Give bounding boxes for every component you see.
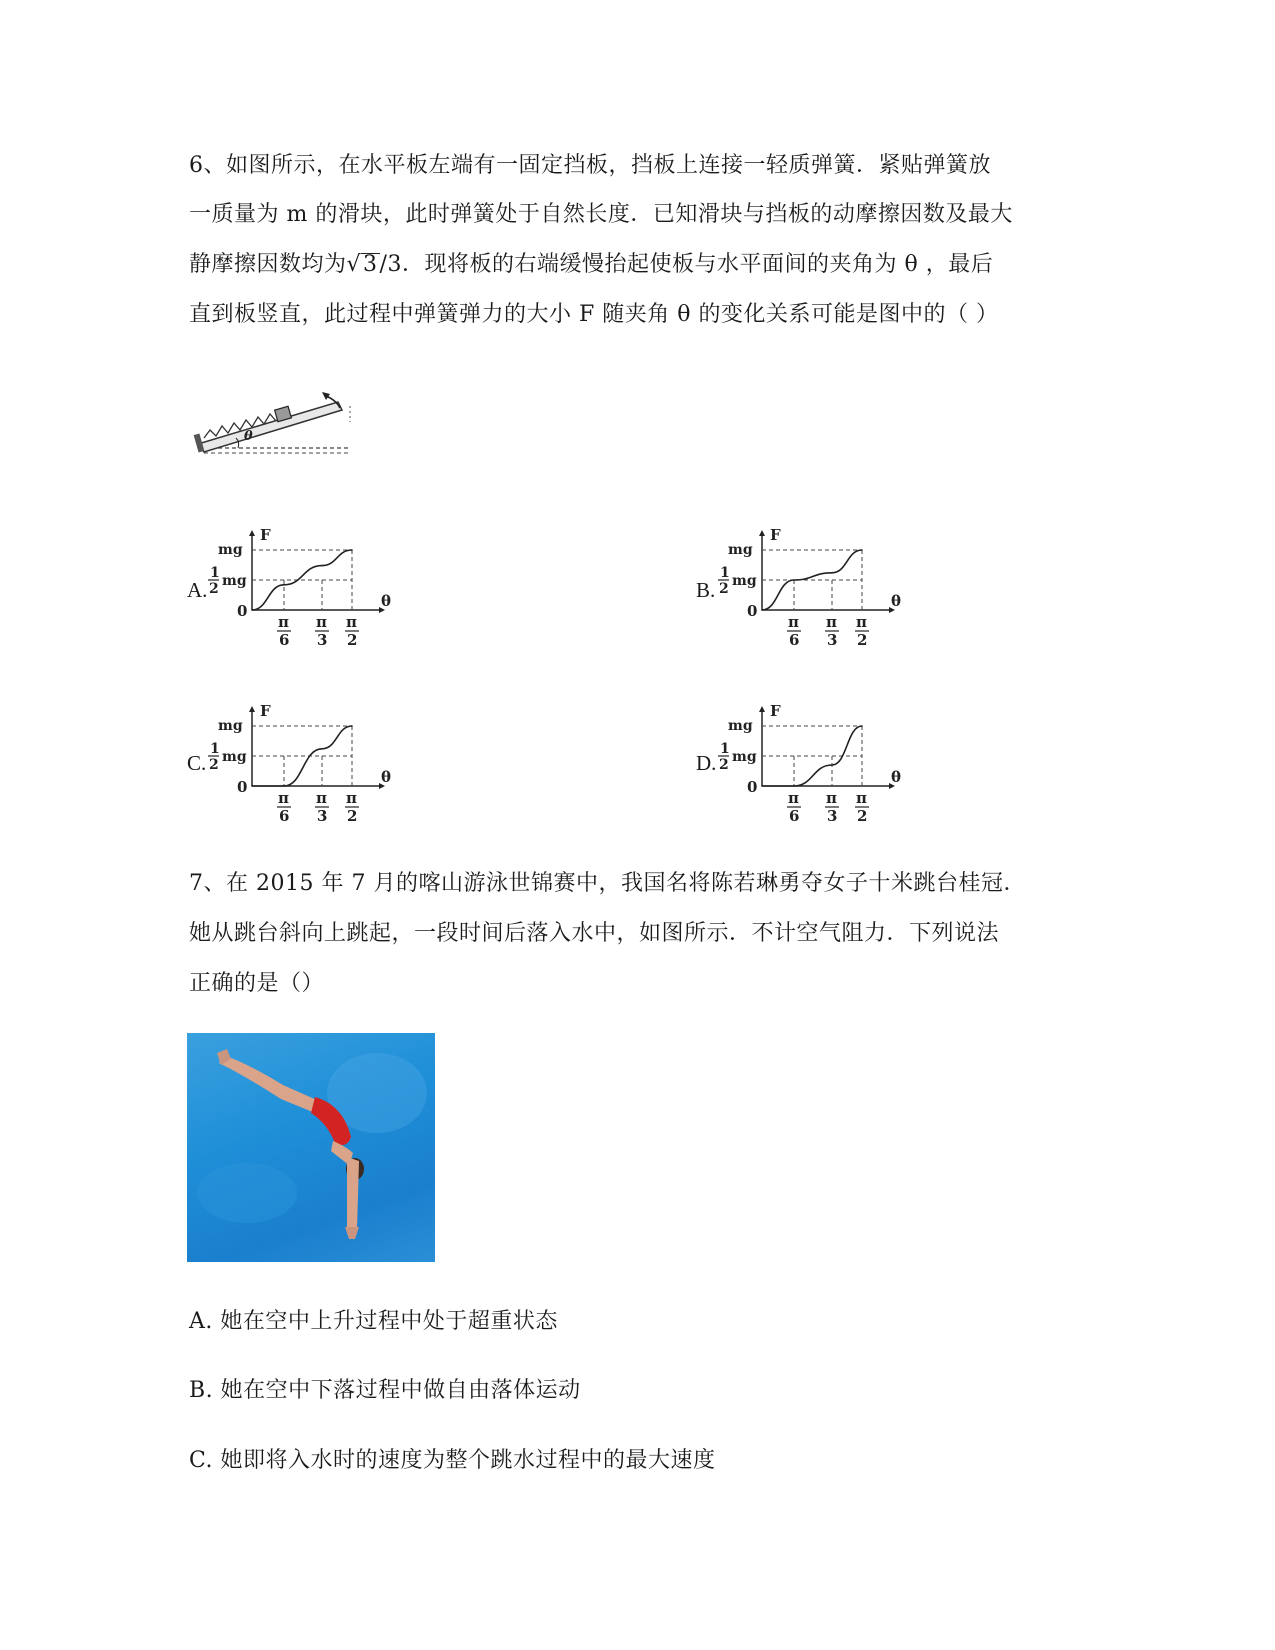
tick-label-pi: π xyxy=(788,613,799,631)
tick-label-pi: π xyxy=(856,789,867,807)
data-point xyxy=(861,725,863,727)
tick-label-pi: π xyxy=(346,613,357,631)
diver-legs xyxy=(219,1055,319,1113)
y-axis-label: F xyxy=(770,528,781,544)
q7-choice-b: B. 她在空中下落过程中做自由落体运动 xyxy=(189,1378,581,1403)
q7-choice-a: A. 她在空中上升过程中处于超重状态 xyxy=(189,1309,558,1334)
q7-choice-c: C. 她即将入水时的速度为整个跳水过程中的最大速度 xyxy=(189,1448,716,1473)
tick-label-half-den: 2 xyxy=(209,757,219,773)
y-axis-label: F xyxy=(260,704,271,720)
tick-label-denominator: 3 xyxy=(317,807,328,825)
tick-label-half-den: 2 xyxy=(719,581,729,597)
tick-label-pi: π xyxy=(826,789,837,807)
sqrt-symbol: √ xyxy=(346,252,362,277)
data-point xyxy=(251,609,253,611)
option-a-label: A. xyxy=(187,578,208,602)
diver-arms xyxy=(347,1157,359,1233)
graph-d xyxy=(717,704,912,834)
y-axis-label: F xyxy=(260,528,271,544)
sqrt-radicand: 3 xyxy=(363,252,378,277)
tick-label-denominator: 2 xyxy=(347,807,358,825)
tick-label-half-num: 1 xyxy=(210,565,220,581)
lift-arrow-head xyxy=(322,392,330,400)
tick-label-half-num: 1 xyxy=(720,741,730,757)
tick-label-pi: π xyxy=(278,613,289,631)
data-point xyxy=(283,584,285,586)
q6-line-1: 6、如图所示，在水平板左端有一固定挡板，挡板上连接一轻质弹簧．紧贴弹簧放 xyxy=(189,153,991,178)
x-axis-label: θ xyxy=(381,592,392,610)
water-texture xyxy=(197,1163,297,1223)
tick-label-half-mg: mg xyxy=(732,573,757,589)
tick-label-pi: π xyxy=(788,789,799,807)
data-point xyxy=(351,549,353,551)
y-axis-arrow-icon xyxy=(759,706,765,712)
data-point xyxy=(321,748,323,750)
tick-label-pi: π xyxy=(316,613,327,631)
data-point xyxy=(761,785,763,787)
data-point xyxy=(831,572,833,574)
data-point xyxy=(321,565,323,567)
q6-line-3-prefix: 静摩擦因数均为 xyxy=(189,252,347,277)
q6-line-2: 一质量为 m 的滑块，此时弹簧处于自然长度．已知滑块与挡板的动摩擦因数及最大 xyxy=(189,202,1013,227)
data-point xyxy=(283,785,285,787)
tick-label-denominator: 6 xyxy=(279,807,290,825)
incline-board xyxy=(198,402,342,452)
tick-label-half-num: 1 xyxy=(210,741,220,757)
data-point xyxy=(831,764,833,766)
sqrt-suffix: /3 xyxy=(379,252,402,277)
x-axis-label: θ xyxy=(891,592,902,610)
tick-label-half-den: 2 xyxy=(209,581,219,597)
tick-label-denominator: 2 xyxy=(857,631,868,649)
graph-c xyxy=(207,704,402,834)
tick-label-denominator: 6 xyxy=(789,631,800,649)
tick-label-pi: π xyxy=(316,789,327,807)
tick-label-pi: π xyxy=(826,613,837,631)
tick-label-pi: π xyxy=(278,789,289,807)
x-axis-label: θ xyxy=(891,768,902,786)
tick-label-denominator: 2 xyxy=(857,807,868,825)
q7-line-3: 正确的是（） xyxy=(189,971,325,996)
tick-label-mg: mg xyxy=(728,542,753,558)
tick-label-half-den: 2 xyxy=(719,757,729,773)
origin-label: 0 xyxy=(747,602,758,620)
diver-figure xyxy=(187,1033,435,1262)
origin-label: 0 xyxy=(237,778,248,796)
y-axis-arrow-icon xyxy=(759,530,765,536)
tick-label-denominator: 2 xyxy=(347,631,358,649)
option-b-label: B. xyxy=(696,578,716,602)
tick-label-denominator: 6 xyxy=(789,807,800,825)
tick-label-denominator: 6 xyxy=(279,631,290,649)
q6-line-3 xyxy=(189,250,993,280)
tick-label-half-num: 1 xyxy=(720,565,730,581)
q6-line-4: 直到板竖直，此过程中弹簧弹力的大小 F 随夹角 θ 的变化关系可能是图中的（ ） xyxy=(189,302,999,327)
origin-label: 0 xyxy=(237,602,248,620)
tick-label-mg: mg xyxy=(218,718,243,734)
q6-line-3-rest: ．现将板的右端缓慢抬起使板与水平面间的夹角为 θ ，最后 xyxy=(401,252,994,277)
tick-label-half-mg: mg xyxy=(732,749,757,765)
data-point xyxy=(861,549,863,551)
tick-label-denominator: 3 xyxy=(317,631,328,649)
y-axis-arrow-icon xyxy=(249,530,255,536)
option-d-label: D. xyxy=(696,751,717,775)
diver-hands xyxy=(345,1227,359,1239)
data-point xyxy=(761,609,763,611)
option-c-label: C. xyxy=(187,751,207,775)
graph-b xyxy=(717,528,912,658)
data-point xyxy=(793,785,795,787)
diver-photo xyxy=(187,1033,435,1262)
x-axis-label: θ xyxy=(381,768,392,786)
data-point xyxy=(793,579,795,581)
data-point xyxy=(351,725,353,727)
tick-label-mg: mg xyxy=(728,718,753,734)
q7-line-1: 7、在 2015 年 7 月的喀山游泳世锦赛中，我国名将陈若琳勇夺女子十米跳台桂冠． xyxy=(189,871,1026,896)
y-axis-label: F xyxy=(770,704,781,720)
tick-label-half-mg: mg xyxy=(222,749,247,765)
data-point xyxy=(251,785,253,787)
tick-label-pi: π xyxy=(856,613,867,631)
y-axis-arrow-icon xyxy=(249,706,255,712)
graph-a xyxy=(207,528,402,658)
incline-figure xyxy=(190,386,370,466)
tick-label-mg: mg xyxy=(218,542,243,558)
tick-label-pi: π xyxy=(346,789,357,807)
tick-label-half-mg: mg xyxy=(222,573,247,589)
origin-label: 0 xyxy=(747,778,758,796)
q7-line-2: 她从跳台斜向上跳起，一段时间后落入水中，如图所示．不计空气阻力．下列说法 xyxy=(189,921,1000,946)
tick-label-denominator: 3 xyxy=(827,631,838,649)
tick-label-denominator: 3 xyxy=(827,807,838,825)
angle-label: θ xyxy=(244,429,253,444)
